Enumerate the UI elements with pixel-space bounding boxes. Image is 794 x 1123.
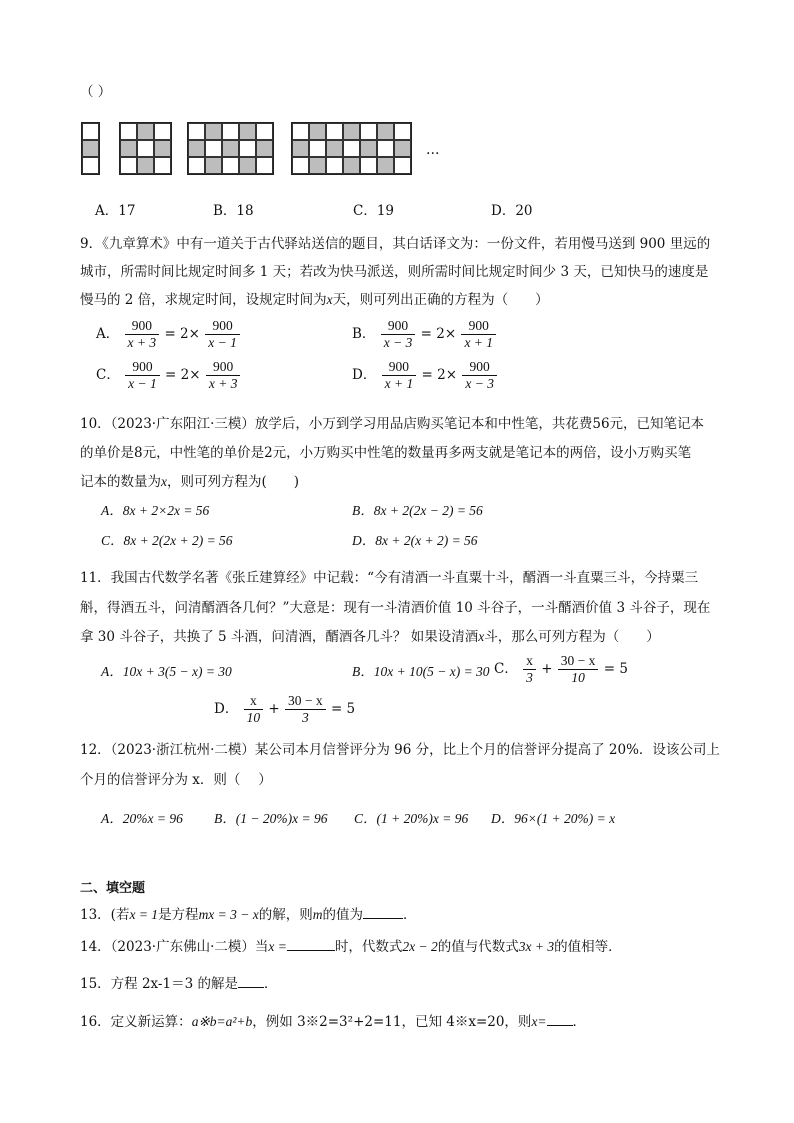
q11-d-rhs: = 5	[330, 701, 356, 717]
q13-eq1: x = 1	[129, 907, 159, 922]
shaded-tile	[394, 140, 411, 157]
white-tile	[82, 123, 99, 140]
white-tile	[222, 157, 239, 174]
q9-b-label: B．	[352, 326, 376, 342]
white-tile	[120, 157, 137, 174]
q11-c-label: C．	[494, 661, 518, 677]
white-tile	[256, 157, 273, 174]
q16-var-x: x=	[531, 1014, 547, 1029]
q9-a-label: A．	[96, 326, 120, 342]
q12-text-line2: 个月的信誉评分为 x．则（ ）	[80, 772, 272, 788]
shaded-tile	[239, 123, 256, 140]
q14-expr2: 3x + 3	[518, 939, 555, 954]
white-tile	[137, 140, 154, 157]
q9-text-line3a: 慢马的 2 倍，求规定时间，设规定时间为	[80, 292, 327, 308]
q10-text-line1: 10．（2023·广东阳江·三模）放学后，小万到学习用品店购买笔记本和中性笔，共花费56元，已知笔记本	[80, 416, 705, 432]
shaded-tile	[360, 140, 377, 157]
q8-pattern-3	[187, 122, 274, 175]
q10-text-line2: 的单价是8元，中性笔的单价是2元，小万购买中性笔的数量再多两支就是笔记本的两倍，设小万购买笔	[80, 445, 692, 461]
q12-option-c[interactable]: C．(1 + 20%)x = 96	[354, 811, 469, 826]
q16-text: 16．定义新运算：a※b=a²+b，例如 3※2=3²+2=11，已知 4※x=20，则x= ．	[80, 1014, 587, 1030]
q14-answer-blank[interactable]	[287, 938, 335, 951]
shaded-tile	[154, 140, 171, 157]
q9-text-line3b: 天，则可列出正确的方程为（ ）	[332, 292, 549, 308]
q12-option-d[interactable]: D．96×(1 + 20%) = x	[491, 811, 616, 826]
white-tile	[394, 157, 411, 174]
q11-option-b[interactable]: B．10x + 10(5 − x) = 30	[352, 664, 490, 679]
q9-d-label: D．	[352, 367, 377, 383]
q9-text-line3	[80, 288, 549, 308]
q11-c-plus: +	[541, 661, 553, 677]
q10-option-b[interactable]: B．8x + 2(2x − 2) = 56	[352, 503, 483, 518]
shaded-tile	[343, 157, 360, 174]
q13-var-m: m	[312, 907, 323, 922]
q13-text: 13．(若x = 1是方程mx = 3 − x的解，则m的值为 ．	[80, 907, 417, 923]
q13-eq2: mx = 3 − x	[198, 907, 259, 922]
white-tile	[239, 140, 256, 157]
white-tile	[292, 157, 309, 174]
shaded-tile	[137, 123, 154, 140]
q9-a-frac1: $\frac{900}{x + 3}$	[125, 318, 160, 351]
white-tile	[309, 140, 326, 157]
q11-option-c[interactable]	[494, 653, 628, 686]
q15-text: 15．方程 2x-1＝3 的解是 ．	[80, 976, 278, 992]
white-tile	[188, 123, 205, 140]
shaded-tile	[205, 157, 222, 174]
q9-d-frac2: $\frac{900}{x - 3}$	[462, 359, 497, 392]
q12-option-a[interactable]: A．20%x = 96	[101, 811, 183, 826]
q11-d-label: D．	[214, 701, 239, 717]
white-tile	[154, 157, 171, 174]
q9-option-b[interactable]	[352, 318, 497, 351]
q11-var: x	[478, 629, 485, 644]
q9-option-c[interactable]	[96, 359, 241, 392]
q16-answer-blank[interactable]	[547, 1013, 573, 1026]
shaded-tile	[377, 123, 394, 140]
q9-option-d[interactable]	[352, 359, 498, 392]
q15-answer-blank[interactable]	[238, 975, 264, 988]
q9-a-frac2: $\frac{900}{x - 1}$	[205, 318, 240, 351]
q10-text-line3a: 记本的数量为	[80, 474, 161, 490]
q8-pattern-4	[291, 122, 412, 175]
shaded-tile	[188, 140, 205, 157]
q8-option-c[interactable]: C．19	[353, 203, 395, 219]
q9-c-mid: = 2×	[165, 367, 201, 383]
section-title-fill-in: 二、填空题	[80, 881, 146, 896]
white-tile	[222, 123, 239, 140]
shaded-tile	[137, 157, 154, 174]
q9-a-mid: = 2×	[164, 326, 200, 342]
q11-text-line2: 斛，得酒五斗，问清醑酒各几何？”大意是：现有一斗清酒价值 10 斗谷子，一斗醑酒价值 3 斗谷子，现在	[80, 600, 711, 616]
shaded-tile	[292, 140, 309, 157]
q11-text-line3a: 拿 30 斗谷子，共换了 5 斗酒，问清酒，醑酒各几斗？ 如果设清酒	[80, 629, 479, 645]
q10-option-d[interactable]: D．8x + 2(x + 2) = 56	[352, 533, 478, 548]
shaded-tile	[239, 157, 256, 174]
white-tile	[256, 123, 273, 140]
shaded-tile	[326, 140, 343, 157]
shaded-tile	[82, 140, 99, 157]
white-tile	[343, 140, 360, 157]
q11-d-plus: +	[268, 701, 280, 717]
q9-b-mid: = 2×	[420, 326, 457, 342]
q11-option-a[interactable]: A．10x + 3(5 − x) = 30	[101, 664, 232, 679]
q9-c-frac1: $\frac{900}{x - 1}$	[125, 359, 160, 392]
q11-d-frac2: $\frac{30 - x}{3}$	[285, 693, 326, 726]
q8-pattern-1	[81, 122, 100, 175]
white-tile	[82, 157, 99, 174]
q10-text-line3	[80, 470, 299, 490]
q9-text-line2: 城市，所需时间比规定时间多 1 天；若改为快马派送，则所需时间比规定时间少 3 天，已知快马的速度是	[80, 264, 709, 280]
q9-text-line1: 9．《九章算术》中有一道关于古代驿站送信的题目，其白话译文为：一份文件，若用慢马送到 900 里远的	[80, 236, 711, 252]
q10-text-line3b: ，则可列方程为( )	[167, 474, 300, 490]
q8-option-b[interactable]: B．18	[213, 203, 254, 219]
shaded-tile	[309, 157, 326, 174]
white-tile	[292, 123, 309, 140]
q11-text-line1: 11．我国古代数学名著《张丘建算经》中记载：“今有清酒一斗直粟十斗，醑酒一斗直粟三斗，今持粟三	[80, 570, 699, 586]
q9-b-frac1: $\frac{900}{x - 3}$	[381, 318, 416, 351]
q13-answer-blank[interactable]	[363, 906, 403, 919]
shaded-tile	[377, 157, 394, 174]
shaded-tile	[256, 140, 273, 157]
q8-ellipsis: …	[426, 142, 440, 158]
white-tile	[360, 123, 377, 140]
q9-c-label: C．	[96, 367, 120, 383]
q8-pattern-2	[119, 122, 172, 175]
q11-text-line3	[80, 625, 660, 645]
white-tile	[188, 157, 205, 174]
q12-option-b[interactable]: B．(1 − 20%)x = 96	[214, 811, 328, 826]
q11-c-frac2: $\frac{30 - x}{10}$	[558, 653, 599, 686]
q10-option-c[interactable]: C．8x + 2(2x + 2) = 56	[101, 533, 233, 548]
q11-c-frac1: $\frac{x}{3}$	[523, 653, 536, 686]
q8-option-a[interactable]: A．17	[95, 203, 136, 219]
q8-paren: （ ）	[80, 84, 112, 100]
q8-option-d[interactable]: D．20	[491, 203, 533, 219]
shaded-tile	[205, 123, 222, 140]
q9-option-a[interactable]	[96, 318, 241, 351]
shaded-tile	[343, 123, 360, 140]
white-tile	[205, 140, 222, 157]
white-tile	[377, 140, 394, 157]
q11-option-d[interactable]	[214, 693, 355, 726]
q11-text-line3b: 斗，那么可列方程为（ ）	[484, 629, 660, 645]
q9-d-frac1: $\frac{900}{x + 1}$	[382, 359, 417, 392]
q9-b-frac2: $\frac{900}{x + 1}$	[461, 318, 496, 351]
white-tile	[326, 157, 343, 174]
q14-expr1: 2x − 2	[402, 939, 438, 954]
shaded-tile	[222, 140, 239, 157]
q14-text: 14．（2023·广东佛山·二模）当x = 时，代数式2x − 2的值与代数式3x + 3的值相等．	[80, 939, 622, 955]
white-tile	[394, 123, 411, 140]
q9-d-mid: = 2×	[421, 367, 458, 383]
white-tile	[326, 123, 343, 140]
q11-d-frac1: $\frac{x}{10}$	[244, 693, 264, 726]
q10-var: x	[161, 474, 167, 489]
white-tile	[360, 157, 377, 174]
q9-c-frac2: $\frac{900}{x + 3}$	[206, 359, 241, 392]
q16-expr: a※b=a²+b	[191, 1014, 253, 1029]
shaded-tile	[120, 140, 137, 157]
q11-c-rhs: = 5	[603, 661, 628, 677]
q14-eq: x =	[268, 939, 287, 954]
white-tile	[154, 123, 171, 140]
q10-option-a[interactable]: A．8x + 2×2x = 56	[101, 503, 210, 518]
shaded-tile	[309, 123, 326, 140]
q9-var: x	[326, 292, 333, 307]
q12-text-line1: 12．（2023·浙江杭州·二模）某公司本月信誉评分为 96 分，比上个月的信誉评分提高了 20%．设该公司上	[80, 742, 720, 758]
white-tile	[120, 123, 137, 140]
